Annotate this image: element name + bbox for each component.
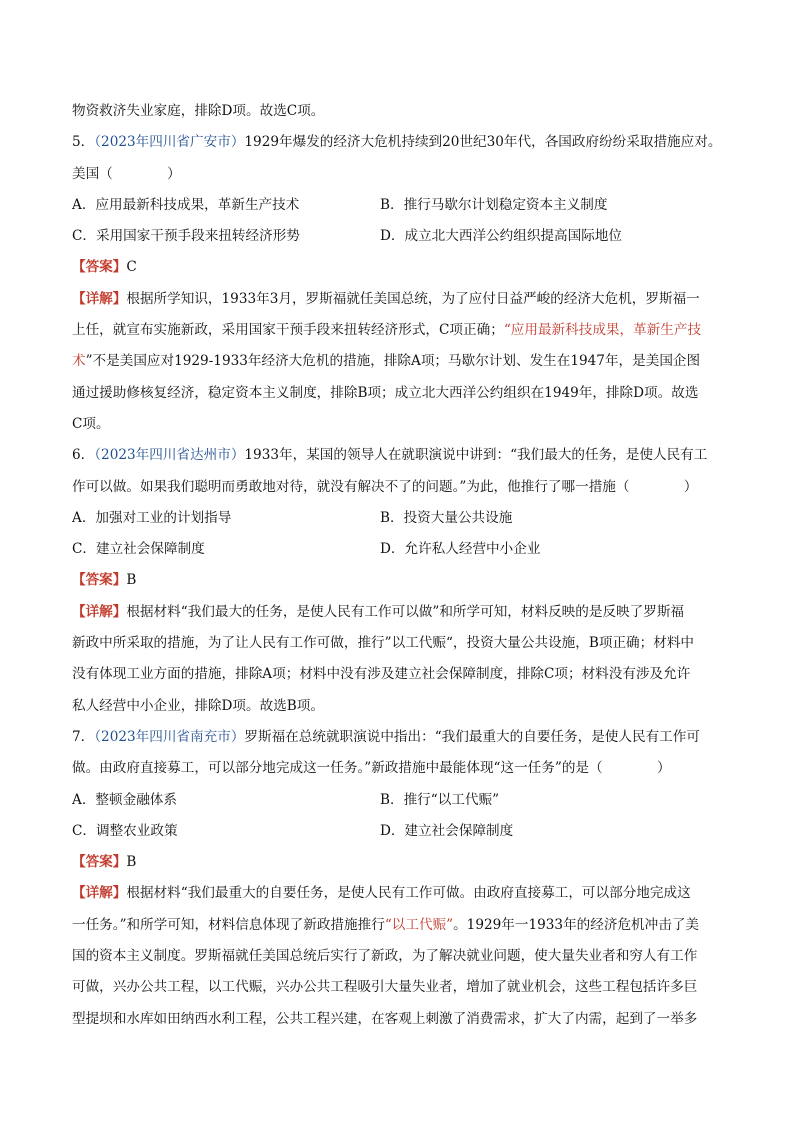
- question-7-stem-line1: 7．（2023年四川省南充市）罗斯福在总统就职演说中指出：“我们最重大的自要任务，是使人民有工作可: [72, 728, 700, 745]
- detail-tag: 【详解】: [72, 603, 127, 620]
- highlighted-text: “以工代赈”: [384, 916, 454, 933]
- answer-line: [72, 252, 722, 283]
- question-6-stem-line2: 作可以做。如果我们聪明而勇敢地对待，就没有解决不了的问题。”为此，他推行了哪一措施（ ）: [72, 478, 698, 495]
- question-source: 2023年四川省广安市: [101, 134, 231, 151]
- options-row: [72, 190, 722, 221]
- question-5: [72, 127, 722, 440]
- answer-value: B: [126, 572, 137, 589]
- answer-tag: 【答案】: [72, 572, 127, 589]
- question-6: [72, 440, 722, 722]
- detail-tag: 【详解】: [72, 885, 127, 902]
- detail-line: 【详解】根据所学知识，1933年3月，罗斯福就任美国总统，为了应付日益严峻的经济大危机，罗斯福一: [72, 290, 700, 307]
- option-c: C．调整农业政策: [72, 822, 178, 839]
- question-number: 5．: [72, 134, 95, 151]
- question-7: [72, 722, 722, 1035]
- options-row: [72, 221, 722, 252]
- detail-line: 私人经营中小企业，排除D项。故选B项。: [72, 697, 324, 714]
- detail-line: 通过援助修核复经济，稳定资本主义制度，排除B项；成立北大西洋公约组织在1949年，排除D项。故选: [72, 384, 699, 401]
- question-number: 7．: [72, 728, 95, 745]
- detail-line: 没有体现工业方面的措施，排除A项；材料中没有涉及建立社会保障制度，排除C项；材料没有涉及允许: [72, 666, 691, 683]
- detail-line: 【详解】根据材料“我们最重大的自要任务，是使人民有工作可做。由政府直接募工，可以部分地完成这: [72, 885, 691, 902]
- question-5-stem-line2: 美国（ ）: [72, 165, 181, 182]
- answer-line: [72, 565, 722, 596]
- answer-value: B: [126, 854, 137, 871]
- question-6-stem-line1: 6．（2023年四川省达州市）1933年，某国的领导人在就职演说中讲到：“我们最大的任务，是使人民有工: [72, 447, 708, 464]
- answer-tag: 【答案】: [72, 854, 127, 871]
- detail-line: 【详解】根据材料“我们最大的任务，是使人民有工作可以做”和所学可知，材料反映的是反映了罗斯福: [72, 603, 685, 620]
- question-7-stem-line2: 做。由政府直接募工，可以部分地完成这一任务。”新政措施中最能体现“这一任务”的是（ ）: [72, 760, 671, 777]
- question-stem: 1929年爆发的经济大危机持续到20世纪30年代，各国政府纷纷采取措施应对。: [244, 134, 722, 151]
- options-row: [72, 534, 722, 565]
- detail-line: 上任，就宣布实施新政，采用国家干预手段来扭转经济形式，C项正确；“应用最新科技成果，革新生产技: [72, 322, 702, 339]
- answer-value: C: [126, 259, 137, 276]
- option-d: D．允许私人经营中小企业: [380, 541, 541, 558]
- document-page: [72, 96, 722, 1035]
- highlighted-text: 术: [72, 353, 86, 370]
- question-stem: 罗斯福在总统就职演说中指出：“我们最重大的自要任务，是使人民有工作可: [244, 728, 700, 745]
- answer-line: [72, 847, 722, 878]
- option-b: B．推行马歇尔计划稳定资本主义制度: [380, 196, 608, 213]
- detail-line: 新政中所采取的措施，为了让人民有工作可做，推行”以工代赈“，投资大量公共设施，B项正确；材料中: [72, 635, 695, 652]
- option-a: A．应用最新科技成果，革新生产技术: [72, 196, 300, 213]
- options-row: [72, 503, 722, 534]
- highlighted-text: “应用最新科技成果，革新生产技: [503, 322, 702, 339]
- option-d: D．成立北大西洋公约组织提高国际地位: [380, 228, 622, 245]
- detail-line: 术”不是美国应对1929-1933年经济大危机的措施，排除A项；马歇尔计划、发生在1947年，是美国企图: [72, 353, 701, 370]
- option-c: C．建立社会保障制度: [72, 541, 205, 558]
- option-a: A．加强对工业的计划指导: [72, 509, 232, 526]
- option-a: A．整顿金融体系: [72, 791, 177, 808]
- detail-line: 型提坝和水库如田纳西水利工程，公共工程兴建，在客观上刺激了消费需求，扩大了内需，起到了一举多: [72, 1010, 698, 1027]
- detail-tag: 【详解】: [72, 290, 127, 307]
- question-source: 2023年四川省南充市: [101, 728, 231, 745]
- option-b: B．投资大量公共设施: [380, 509, 513, 526]
- detail-line: 国的资本主义制度。罗斯福就任美国总统后实行了新政，为了解决就业问题，使大量失业者和穷人有工作: [72, 948, 698, 965]
- detail-line: 可做，兴办公共工程，以工代赈，兴办公共工程吸引大量失业者，增加了就业机会，这些工程包括许多巨: [72, 979, 698, 996]
- detail-line: 一任务。”和所学可知，材料信息体现了新政措施推行“以工代赈”。1929年一1933年的经济危机冲击了美: [72, 916, 700, 933]
- option-d: D．建立社会保障制度: [380, 822, 514, 839]
- question-5-stem-line1: 5．（2023年四川省广安市）1929年爆发的经济大危机持续到20世纪30年代，各国政府纷纷采取措施应对。: [72, 134, 722, 151]
- option-c: C．采用国家干预手段来扭转经济形势: [72, 228, 300, 245]
- option-b: B．推行“以工代赈”: [380, 791, 500, 808]
- question-number: 6．: [72, 447, 95, 464]
- detail-line: C项。: [72, 415, 110, 432]
- question-stem: 1933年，某国的领导人在就职演说中讲到：“我们最大的任务，是使人民有工: [244, 447, 708, 464]
- options-row: [72, 816, 722, 847]
- answer-tag: 【答案】: [72, 259, 127, 276]
- question-source: 2023年四川省达州市: [101, 447, 231, 464]
- previous-question-tail: 物资救济失业家庭，排除D项。故选C项。: [72, 103, 325, 119]
- options-row: [72, 785, 722, 816]
